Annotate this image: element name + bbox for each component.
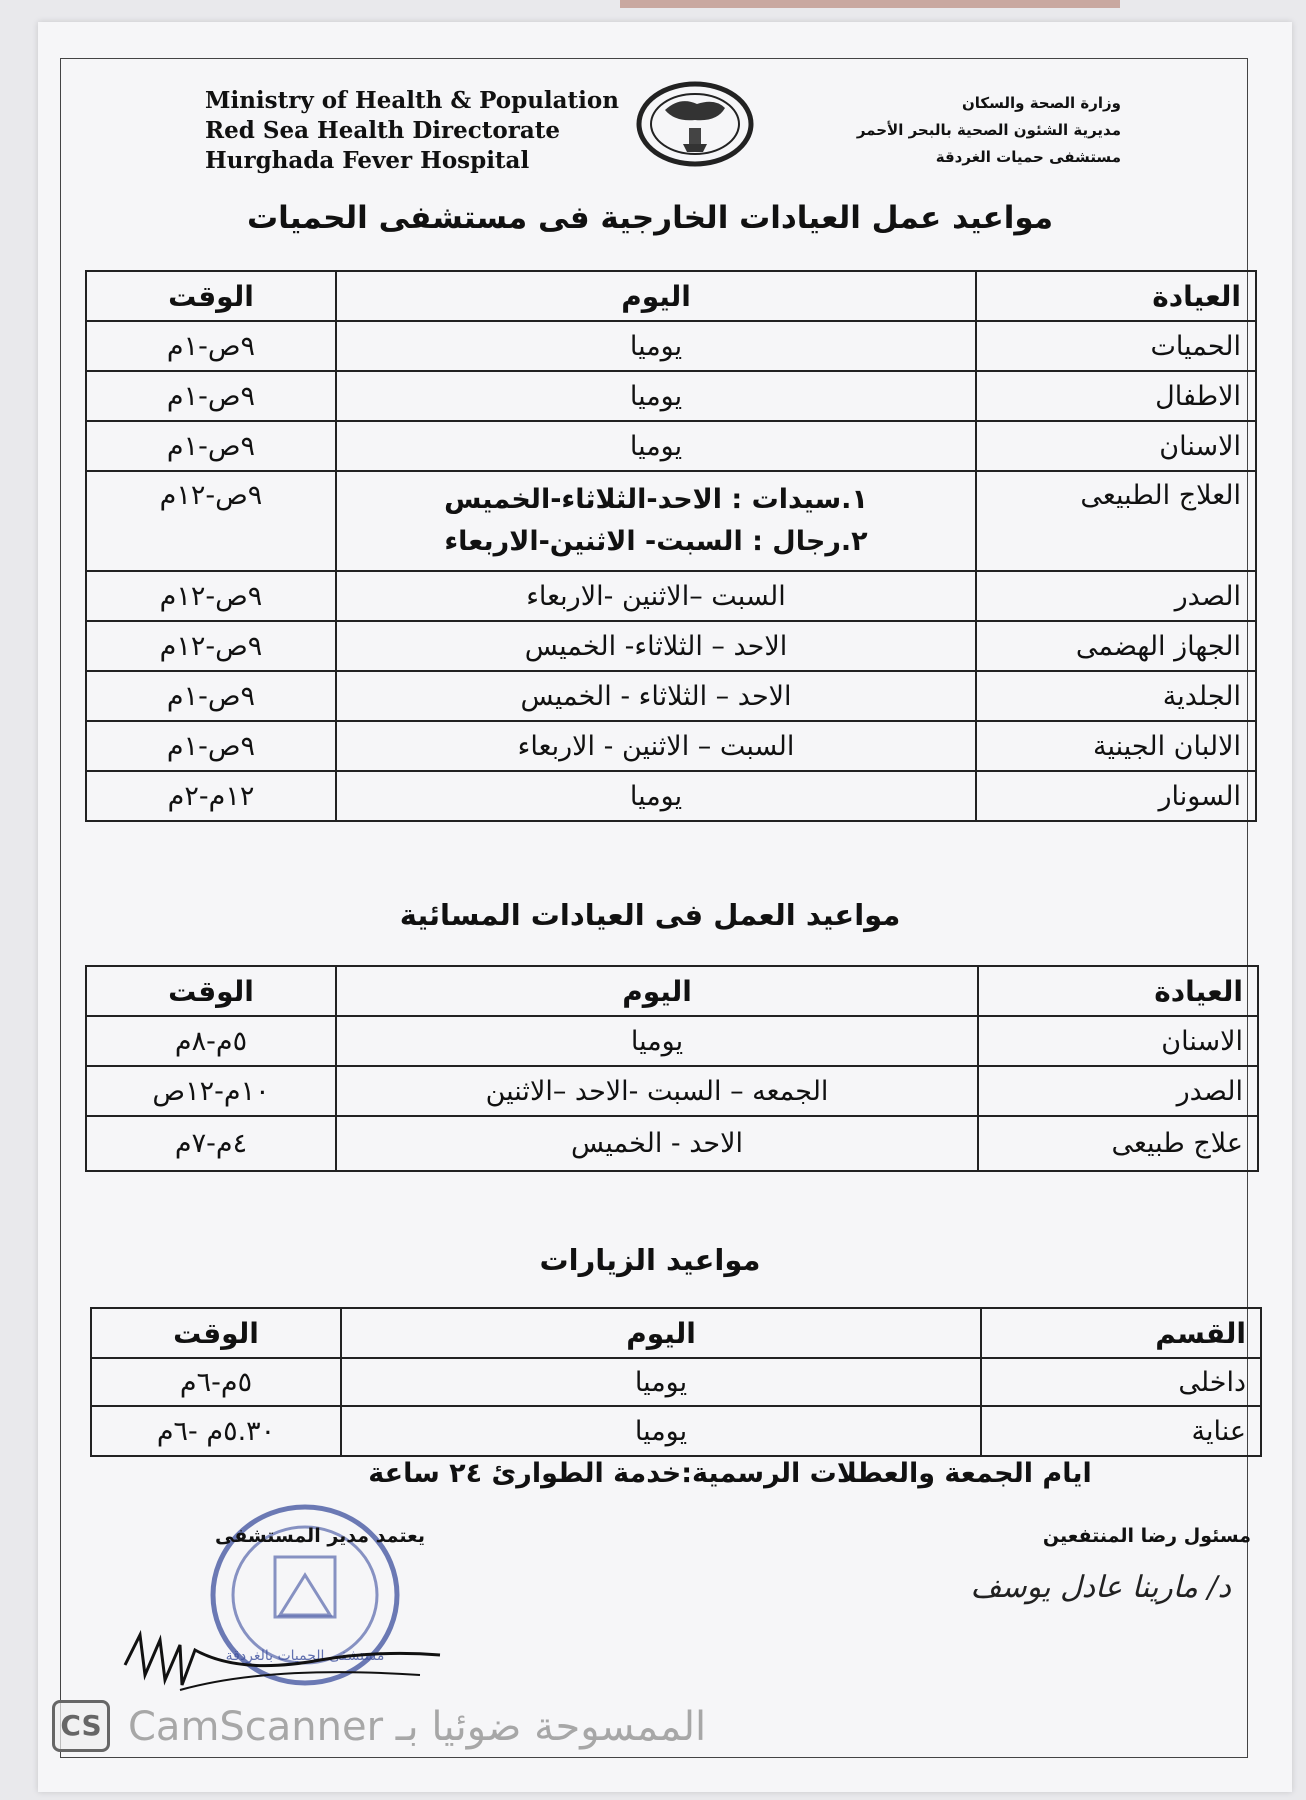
time-cell: ١٠م-١٢ص (86, 1066, 336, 1116)
evening-title: مواعيد العمل فى العيادات المسائية (399, 898, 901, 932)
column-header-clinic: العيادة (976, 271, 1256, 321)
time-cell: ١٢م-٢م (86, 771, 336, 821)
director-approval-label: يعتمد مدير المستشفى (215, 1525, 425, 1547)
section-cell: داخلى (981, 1358, 1261, 1406)
time-cell: ٩ص-١٢م (86, 471, 336, 571)
emergency-note: ايام الجمعة والعطلات الرسمية:خدمة الطوارئ ٢٤ ساعة (368, 1458, 1092, 1489)
visits-title: مواعيد الزيارات (539, 1243, 761, 1277)
english-header (205, 86, 619, 176)
day-cell: يوميا (336, 371, 976, 421)
hospital-logo-icon (635, 78, 755, 170)
day-line-women: ١.سيدات : الاحد-الثلاثاء-الخميس (444, 484, 868, 515)
day-cell: الاحد - الخميس (336, 1116, 978, 1171)
outpatient-title: مواعيد عمل العيادات الخارجية فى مستشفى الحميات (246, 200, 1054, 236)
day-cell (336, 471, 976, 571)
column-header-time: الوقت (86, 271, 336, 321)
camscanner-watermark: CamScanner الممسوحة ضوئيا بـ (128, 1704, 707, 1750)
column-header-time: الوقت (86, 966, 336, 1016)
table-row (86, 1116, 1258, 1171)
hospital-name-ar: مستشفى حميات الغردقة (935, 148, 1121, 166)
table-row (86, 771, 1256, 821)
time-cell: ٩ص-١م (86, 721, 336, 771)
beneficiary-officer-label: مسئول رضا المنتفعين (1042, 1525, 1251, 1547)
directorate-name-en: Red Sea Health Directorate (205, 117, 561, 144)
camscanner-logo-icon: CS (52, 1700, 110, 1752)
table-header-row (91, 1308, 1261, 1358)
time-cell: ٩ص-١٢م (86, 571, 336, 621)
ministry-name-ar: وزارة الصحة والسكان (961, 94, 1121, 112)
evening-table (85, 965, 1259, 1172)
svg-text:مستشفى الحميات بالغردقة: مستشفى الحميات بالغردقة (225, 1648, 385, 1664)
table-row (86, 671, 1256, 721)
time-cell: ٩ص-١م (86, 421, 336, 471)
clinic-cell: الحميات (976, 321, 1256, 371)
time-cell: ٥م-٦م (91, 1358, 341, 1406)
day-cell: يوميا (341, 1406, 981, 1456)
ministry-name-en: Ministry of Health & Population (205, 87, 619, 114)
hospital-name-en: Hurghada Fever Hospital (205, 147, 530, 174)
table-row (86, 471, 1256, 571)
table-row (86, 1066, 1258, 1116)
table-row (86, 1016, 1258, 1066)
day-line-men: ٢.رجال : السبت- الاثنين-الاربعاء (444, 526, 868, 557)
column-header-day: اليوم (341, 1308, 981, 1358)
clinic-cell: الجلدية (976, 671, 1256, 721)
table-row (86, 371, 1256, 421)
clinic-cell: الجهاز الهضمى (976, 621, 1256, 671)
table-row (86, 421, 1256, 471)
day-cell: الاحد – الثلاثاء - الخميس (336, 671, 976, 721)
director-signature-icon (120, 1605, 450, 1705)
clinic-cell: السونار (976, 771, 1256, 821)
day-cell: يوميا (336, 771, 976, 821)
section-cell: عناية (981, 1406, 1261, 1456)
day-cell: الجمعه – السبت -الاحد –الاثنين (336, 1066, 978, 1116)
column-header-time: الوقت (91, 1308, 341, 1358)
clinic-cell: الالبان الجينية (976, 721, 1256, 771)
time-cell: ٩ص-١م (86, 321, 336, 371)
table-row (91, 1358, 1261, 1406)
day-cell: يوميا (336, 421, 976, 471)
officer-name-handwritten: د/ مارينا عادل يوسف (970, 1570, 1231, 1605)
time-cell: ٩ص-١م (86, 371, 336, 421)
clinic-cell: الصدر (976, 571, 1256, 621)
clinic-cell: العلاج الطبيعى (976, 471, 1256, 571)
table-row (91, 1406, 1261, 1456)
clinic-cell: الصدر (978, 1066, 1258, 1116)
time-cell: ٥.٣٠م -٦م (91, 1406, 341, 1456)
table-header-row (86, 271, 1256, 321)
column-header-day: اليوم (336, 271, 976, 321)
day-cell: يوميا (336, 1016, 978, 1066)
clinic-cell: الاسنان (976, 421, 1256, 471)
day-cell: السبت –الاثنين -الاربعاء (336, 571, 976, 621)
directorate-name-ar: مديرية الشئون الصحية بالبحر الأحمر (856, 121, 1121, 139)
day-cell: يوميا (336, 321, 976, 371)
day-cell: يوميا (341, 1358, 981, 1406)
table-row (86, 621, 1256, 671)
clinic-cell: الاسنان (978, 1016, 1258, 1066)
visits-table (90, 1307, 1262, 1457)
day-cell: السبت – الاثنين - الاربعاء (336, 721, 976, 771)
time-cell: ٥م-٨م (86, 1016, 336, 1066)
table-row (86, 571, 1256, 621)
table-row (86, 321, 1256, 371)
time-cell: ٩ص-١م (86, 671, 336, 721)
page-top-edge (620, 0, 1120, 8)
arabic-header (857, 90, 1121, 171)
table-row (86, 721, 1256, 771)
time-cell: ٤م-٧م (86, 1116, 336, 1171)
column-header-section: القسم (981, 1308, 1261, 1358)
column-header-clinic: العيادة (978, 966, 1258, 1016)
clinic-cell: الاطفال (976, 371, 1256, 421)
outpatient-table (85, 270, 1257, 822)
column-header-day: اليوم (336, 966, 978, 1016)
clinic-cell: علاج طبيعى (978, 1116, 1258, 1171)
day-cell: الاحد – الثلاثاء- الخميس (336, 621, 976, 671)
time-cell: ٩ص-١٢م (86, 621, 336, 671)
table-header-row (86, 966, 1258, 1016)
